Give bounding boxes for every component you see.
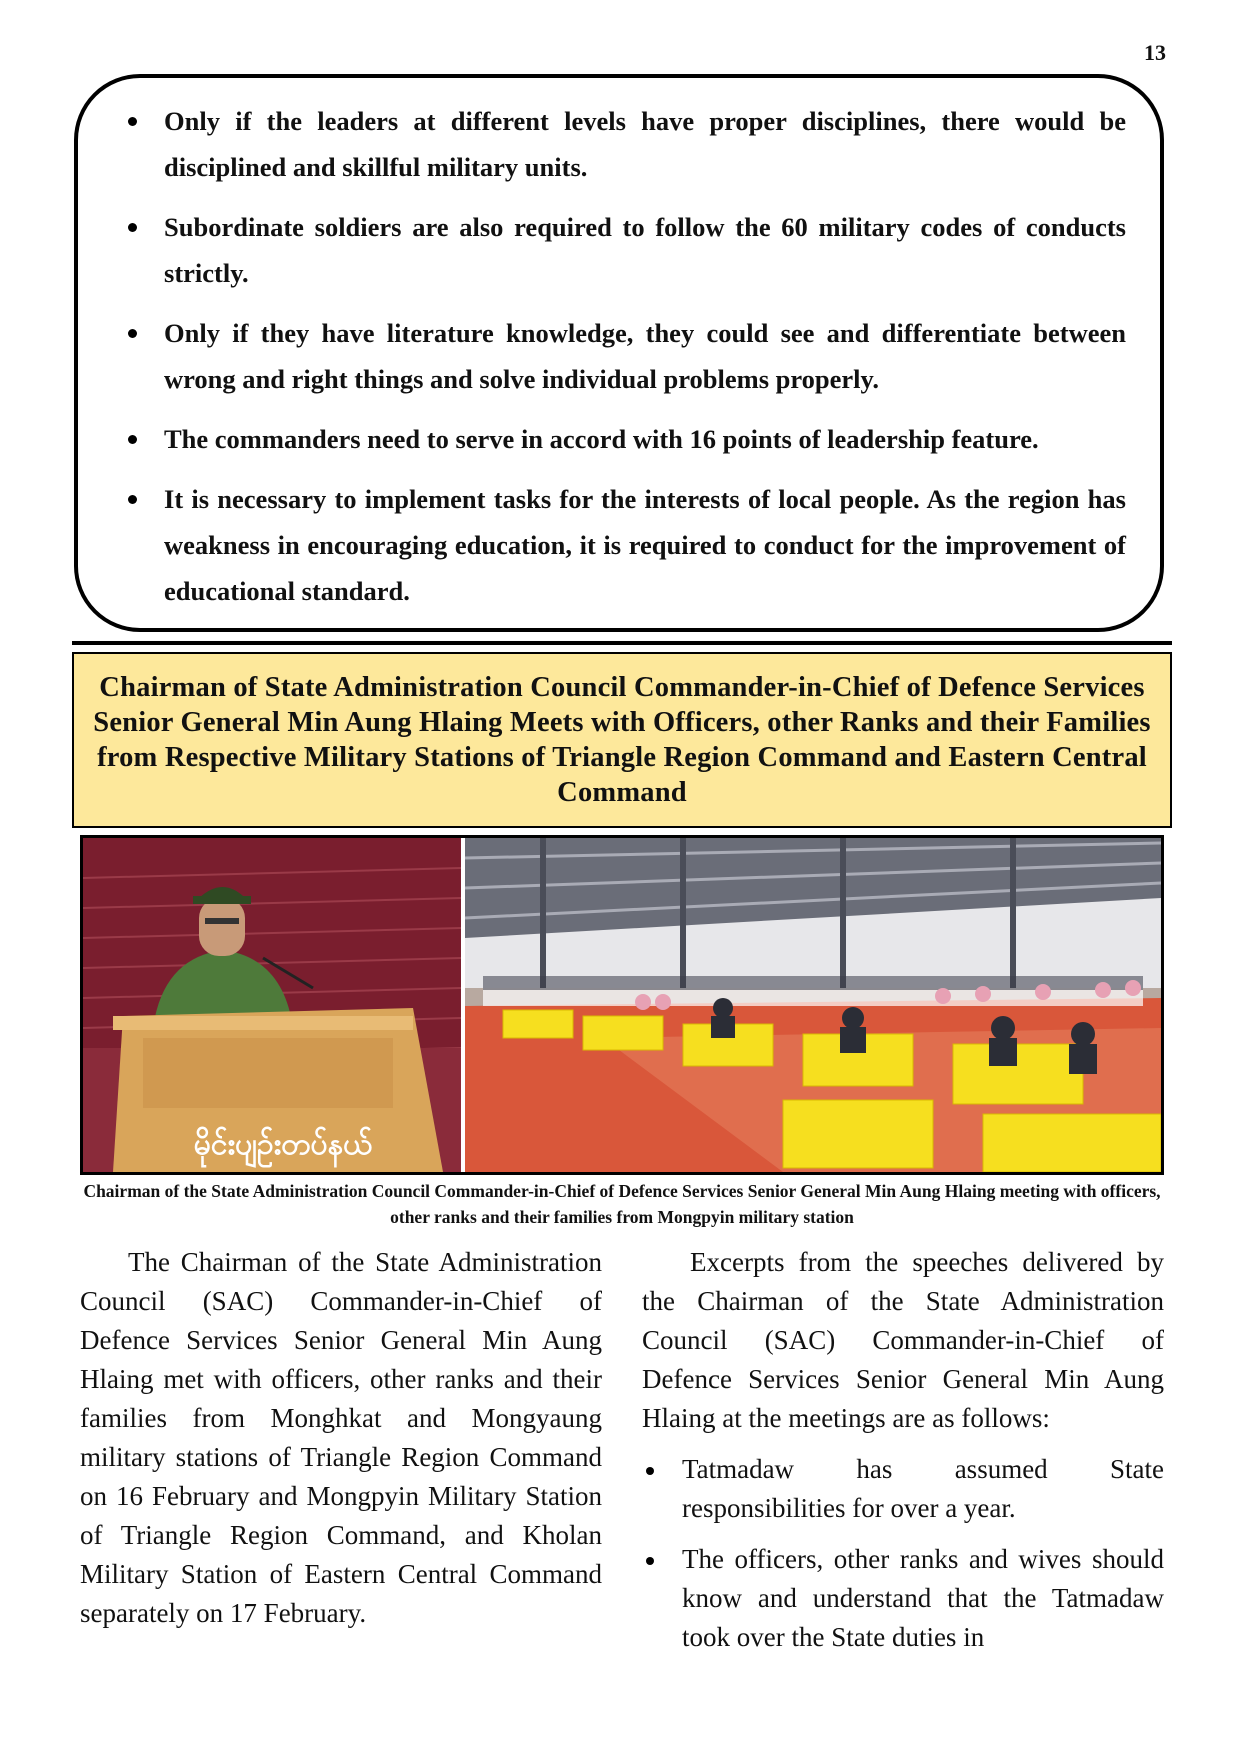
article-headline: Chairman of State Administration Council Commander-in-Chief of Defence Services Senior General Min Aung Hlaing Meets with Officers, other Ranks and their Families from Respective Military Stations of Triangle Region Command and Eastern Central Command — [93, 672, 1151, 808]
left-column — [80, 1243, 602, 1633]
page-number: 13 — [1144, 40, 1166, 65]
excerpt-text: The officers, other ranks and wives should know and understand that the Tatmadaw took over the State duties in — [682, 1544, 1164, 1652]
key-point — [120, 98, 1126, 190]
lead-paragraph: The Chairman of the State Administration Council (SAC) Commander-in-Chief of Defence Services Senior General Min Aung Hlaing met with officers, other ranks and their families from Monghkat and Mongyaung military stations of Triangle Region Command on 16 February and Mongpyin Military Station of Triangle Region Command, and Kholan Military Station of Eastern Central Command separately on 17 February. — [80, 1247, 602, 1628]
excerpt-item — [642, 1540, 1164, 1657]
key-point — [120, 476, 1126, 614]
key-point — [120, 310, 1126, 402]
article-photo — [80, 835, 1164, 1175]
photo-illustration — [83, 838, 1161, 1172]
key-point-text: Subordinate soldiers are also required to follow the 60 military codes of conducts strictly. — [164, 212, 1126, 288]
bullet-icon — [646, 1557, 654, 1565]
bullet-icon — [128, 329, 137, 338]
key-point-text: Only if the leaders at different levels have proper disciplines, there would be disciplined and skillful military units. — [164, 106, 1126, 182]
excerpt-item — [642, 1450, 1164, 1528]
key-point-text: Only if they have literature knowledge, they could see and differentiate between wrong and right things and solve individual problems properly. — [164, 318, 1126, 394]
headline-box — [72, 652, 1172, 828]
bullet-icon — [646, 1467, 654, 1475]
photo-caption: Chairman of the State Administration Council Commander-in-Chief of Defence Services Senior General Min Aung Hlaing meeting with officers, other ranks and their families from Mongpyin military station — [83, 1181, 1161, 1227]
key-point-text: The commanders need to serve in accord with 16 points of leadership feature. — [164, 424, 1039, 454]
excerpt-text: Tatmadaw has assumed State responsibilities for over a year. — [682, 1454, 1164, 1523]
bullet-icon — [128, 435, 137, 444]
bullet-icon — [128, 223, 137, 232]
speaker-photo — [83, 838, 461, 1172]
divider — [72, 641, 1172, 645]
right-column — [642, 1243, 1164, 1669]
bullet-icon — [128, 495, 137, 504]
excerpts-intro: Excerpts from the speeches delivered by the Chairman of the State Administration Council (SAC) Commander-in-Chief of Defence Services Senior General Min Aung Hlaing at the meetings are as follows: — [642, 1247, 1164, 1433]
key-points-list — [120, 98, 1126, 614]
key-point-text: It is necessary to implement tasks for the interests of local people. As the region has weakness in encouraging education, it is required to conduct for the improvement of educational standard. — [164, 484, 1126, 606]
key-points-box — [74, 74, 1164, 632]
excerpts-list — [642, 1450, 1164, 1657]
key-point — [120, 416, 1126, 462]
bullet-icon — [128, 117, 137, 126]
audience-photo — [465, 838, 1161, 1172]
podium-sign: မိုင်းပျဉ်းတပ်နယ် — [193, 1127, 373, 1162]
key-point — [120, 204, 1126, 296]
